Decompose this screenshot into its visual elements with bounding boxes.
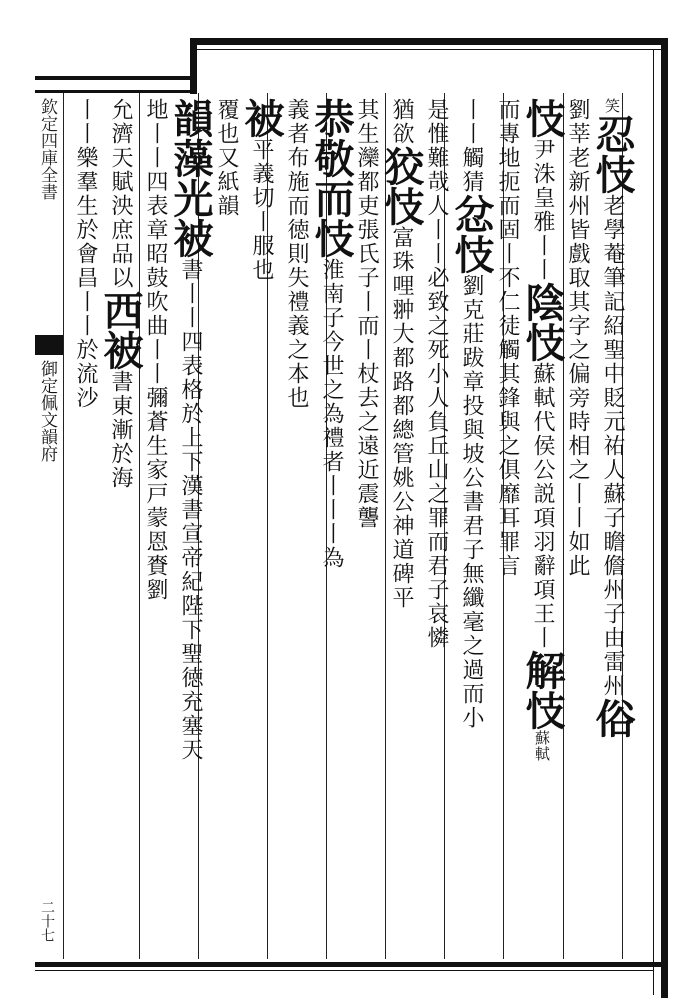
text-column xyxy=(589,98,636,738)
text-segment: 罪言 xyxy=(495,530,520,578)
frame-right-inner-border xyxy=(653,49,654,995)
text-segment: 蘇軾 xyxy=(533,730,551,762)
text-segment: 其生 xyxy=(354,98,379,146)
frame-header-line-lower xyxy=(35,90,195,93)
headword: 忿忮 xyxy=(448,194,495,274)
text-column xyxy=(140,98,170,602)
text-column xyxy=(281,98,311,410)
frame-tab-edge xyxy=(190,38,197,94)
margin-fish-tail-mark xyxy=(35,335,63,355)
text-column xyxy=(421,98,451,650)
text-column xyxy=(238,98,285,282)
text-segment: 尹洙皇雅丨丨 xyxy=(530,138,555,282)
text-column xyxy=(211,98,241,218)
text-segment: 書丨丨四表格於上下漢書宣帝紀陛下聖徳充塞天 xyxy=(178,258,203,762)
text-segment: 劉克莊跋章投與坡公書君子無纖毫之過而小 xyxy=(459,274,484,730)
text-segment: 允濟天賦泱庶品以 xyxy=(108,98,133,290)
text-segment: 丨不仁徒觸其鋒與之俱靡耳 xyxy=(495,242,520,530)
column-rule xyxy=(63,93,64,959)
text-column xyxy=(519,98,566,762)
frame-bottom-border xyxy=(35,962,668,967)
text-segment: 丨丨樂羣生於會昌 xyxy=(73,98,98,290)
text-column xyxy=(97,98,144,490)
text-segment: 淮南子今世之為禮者丨丨丨為 xyxy=(319,258,344,570)
text-segment: 義者布施而徳則失禮義之本也 xyxy=(284,98,309,410)
text-segment: 丨丨於流沙 xyxy=(73,290,98,410)
text-segment: 灤都吏張氏子丨而丨杖去之遠近震讋 xyxy=(354,146,379,530)
headword: 俗 xyxy=(589,698,636,738)
headword: 狡忮 xyxy=(378,146,425,226)
headword: 西被 xyxy=(97,290,144,370)
margin-page-number: 二十七 xyxy=(39,900,55,942)
text-segment: 人丨丨必致之死小人負丘山之罪而君子哀憐 xyxy=(424,194,449,650)
text-segment: 平義切丨服也 xyxy=(249,138,274,282)
text-column xyxy=(70,98,100,410)
text-segment: 書東漸於海 xyxy=(108,370,133,490)
text-segment: 地丨丨四表章昭鼓吹曲丨丨彌蒼生家戸蒙恩賚劉 xyxy=(143,98,168,602)
frame-header-line xyxy=(35,76,195,80)
headword: 恭敬而忮 xyxy=(308,98,355,258)
frame-right-border xyxy=(661,38,668,998)
text-segment: 而專地扼而固 xyxy=(495,98,520,242)
text-segment: 猶欲 xyxy=(389,98,414,146)
headword: 忮 xyxy=(519,98,566,138)
text-segment: 蘇軾代侯公説項羽辭項王丨 xyxy=(530,362,555,650)
text-segment: 老學菴筆記紹聖中貶元祐人蘇子瞻儋州子由雷州 xyxy=(600,194,625,698)
margin-section-title: 御定佩文韻府 xyxy=(37,360,57,462)
text-segment: 劉莘老新州皆戲取其字之偏旁時相之丨丨如此 xyxy=(565,98,590,578)
text-column xyxy=(492,98,522,578)
text-column xyxy=(378,98,425,610)
headword: 韻藻光被 xyxy=(167,98,214,258)
text-segment: 是惟難哉 xyxy=(424,98,449,194)
text-column xyxy=(448,98,495,730)
text-column xyxy=(351,98,381,530)
text-column xyxy=(308,98,355,570)
headword: 陰忮 xyxy=(519,282,566,362)
frame-top-border xyxy=(190,38,668,45)
text-segment: 覆也又紙韻 xyxy=(214,98,239,218)
frame-top-inner-border xyxy=(190,49,668,50)
text-column xyxy=(167,98,214,762)
frame-bottom-inner-border xyxy=(35,970,653,971)
text-segment: 富珠哩翀大都路都總管姚公神道碑平 xyxy=(389,226,414,610)
text-segment: 笑 xyxy=(603,98,621,114)
headword: 被 xyxy=(238,98,285,138)
text-segment: 丨丨觸猜 xyxy=(459,98,484,194)
headword: 忍忮 xyxy=(589,114,636,194)
margin-book-title: 欽定四庫全書 xyxy=(37,98,57,200)
text-column xyxy=(562,98,592,578)
headword: 解忮 xyxy=(519,650,566,730)
